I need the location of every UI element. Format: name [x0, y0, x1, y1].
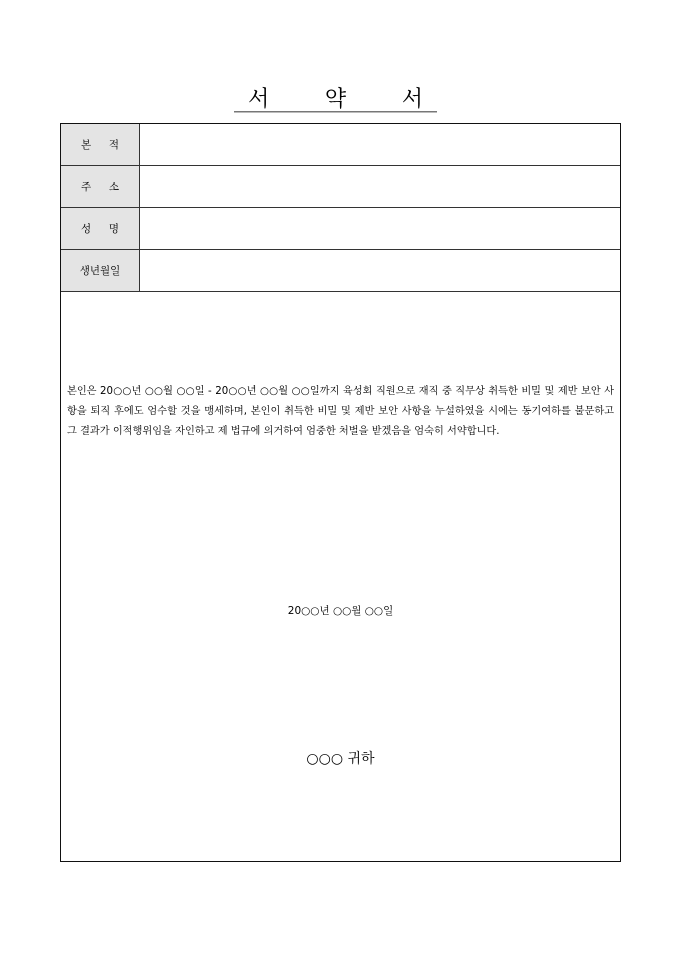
- value-address[interactable]: [140, 166, 620, 207]
- label-birthdate: 생년월일: [61, 250, 140, 291]
- pledge-date: 20○○년 ○○월 ○○일: [287, 605, 394, 617]
- value-domicile[interactable]: [140, 124, 620, 165]
- title-char-1: 서: [248, 86, 270, 112]
- value-birthdate[interactable]: [140, 250, 620, 291]
- title-underline: [234, 111, 437, 113]
- info-row-address: [61, 166, 620, 208]
- addressee: ○○○ 귀하: [306, 751, 375, 767]
- document-title: [234, 84, 437, 110]
- title-char-2: 약: [324, 86, 347, 112]
- info-row-birthdate: [61, 250, 620, 292]
- info-row-domicile: [61, 124, 620, 166]
- info-row-name: [61, 208, 620, 250]
- label-address: 주 소: [61, 166, 140, 207]
- label-domicile: 본 적: [61, 124, 140, 165]
- label-name: 성 명: [61, 208, 140, 249]
- title-char-3: 서: [401, 86, 423, 112]
- value-name[interactable]: [140, 208, 620, 249]
- pledge-statement: 본인은 20○○년 ○○월 ○○일 - 20○○년 ○○월 ○○일까지 육성회 직원으로 재직 중 직무상 취득한 비밀 및 제반 보안 사항을 퇴직 후에도 엄수할 것을 맹세하며, 본인이 취득한 비밀 및 제반 보안 사항을 누설하였을 시에는 동기여하를 불문하고 그 결과가 이적행위임을 자인하고 제 법규에 의거하여 엄중한 처벌을 받겠음을 엄숙히 서약합니다.: [67, 386, 614, 437]
- pledge-form: [60, 123, 621, 862]
